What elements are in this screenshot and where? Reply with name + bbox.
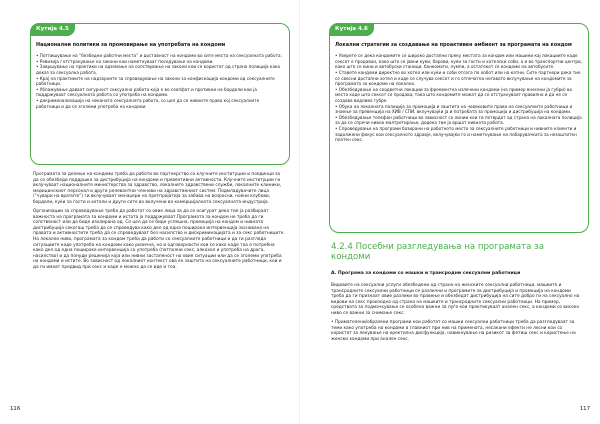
box-4-6	[329, 23, 589, 233]
paragraph: Програмата за делење на кондоми треба да работи во партнерство со клучните институции и поединци за да се обезбеди поддршка за дистрибуција на кондоми и превентивни активности. Клучните институции ги вклучуваат националните министерства за здравство, локалните здравствени служби, локалните клиники, медицинскиот персонал и други релевантни членови на здравствениот систем. Подмладувачите лица (“чувари на вратите”) ги вклучуваат менаџери на претпријатија за забава на возрасни, ноќни клубови, бордели, куќи за гости и хотели и други сите во вклучени во комерцијалната сексуалната индустрија.	[33, 172, 281, 205]
section-subheading: А. Програма за кондоми со машки и трансродни сексуални работници	[331, 271, 521, 276]
box-title: Локални стратегии за создавање на проактивен амбиент за програмата на кондом	[335, 42, 572, 48]
box-bullet: • Потпишување на “безбедни работни места” и доставност на кондоми во сите места на сексуалната работа.	[36, 53, 282, 59]
box-bullet: • Обезбедување на соодветни локации за фреквентна излечени кондоми (на пример внесени ја губри) во места каде што сексот се продава, така што кондомите можат да се отстрануваат правилно и да не се создава видливо губре.	[335, 86, 573, 104]
box-content	[36, 42, 284, 109]
left-body-text	[33, 172, 285, 274]
box-4-5	[30, 23, 290, 165]
box-content	[335, 42, 583, 143]
box-bullet: • Обезбедување телефон работници во зависност со линии кои ги потврдат од страна на локалната полиција за да се спречи нивно малтретирање, додека тие ја вршат нивната работа.	[335, 114, 582, 126]
box-tab-label: Кутија 4.6	[329, 23, 374, 36]
paragraph: • Примателени/образени програми кои работат со машки сексуални работници треба да разгледуваат за теми како употреба на кондоми в главниот при нив на примената, несакани ефекти не лесни кои со користат за лекување на еректилна дисфункција, навикнување на ризикот за фетиш секс и користење на женски кондоми при анален секс.	[331, 320, 576, 342]
box-bullet: • Завршување на практики на одземање на сопствување на закони кои се користат од страна полиција како доказ за сексуална работа.	[36, 64, 281, 76]
paragraph: Организации за спроведување треба да работат со овие лица за да се осигурат дека тие ја разбираат важноста на програмата за кондоми и истата ја поддржуваат.Програмата за кондом не треба да ги сопственост или да биде изолирана од. Со цел да се биде успешна, промоција на кондом и нивната дистрибуција секогаш треба да се спроведува како дел од една поширока интервенција заснована на правата и активностите треба да се спроведуваат без насилство и дискриминацијата и за секс работниците. На локално ниво, програмата за кондом треба да работи со сексуалните работници и да ги разгледа ситуациите каде употреба на кондоми како ризична, но и одговорности кои се како каде таа е потребна како дел од една поширока интервенција со употреба (потполни секс, алкохол и употреба на дрога, насилство) и да понуди решенија која или нивни застапеност на овие ситуации или да се зголеми употреба на кондоми и истите. Во зависност од локалниот контекст ова ќе заштита на сексуалните работници, кои и да ги имаат предвид при секс и каде е можно да се иде и тоа.	[33, 209, 285, 270]
box-bullet: • Ревизија / отстранување на закони кои наметнуваат поседување на кондоми.	[36, 58, 214, 64]
section-heading: 4.2.4 Посебни разгледувања на програмата за кондоми	[331, 242, 545, 263]
box-tab-label: Кутија 4.5	[30, 23, 75, 36]
box-bullet: • Ублажување даваат сигурност сексуална работа која е во сеопфат и противни на бордели кои ја поддржуваат сексуалната работа со употреба на кондоми.	[36, 86, 257, 98]
box-bullet: • Крај на практиките на надзорните за спроведување на закони за конфискација кондоми од сексуалните работници.	[36, 75, 275, 87]
box-bullet: • Спроведување на програми базирани на работното место за сексуалните работници и нивните клиенти и задолжени фокус кои сексуалното здравје, вклучувајќи го и наметнување на побарувачката за незаштитен платен секс.	[335, 126, 577, 143]
box-bullet: • Ставете кондоми директно во хотел или куќи и соби отсега по хобот или на катни. Сите партнери дека тие се свесни достапни хотел и каде се случува сексот и го отпечатеа неговото вклучување на кондомите за програмата за кондоми на локално.	[335, 70, 581, 87]
paragraph: Видовите на сексуални услуги обезбедени од страна на женските сексуални работници, машките и трансродните сексуални работници се различни и програмите за дистрибуција и промоција на кондоми треба да ги признаат овие разлики во правење и обезбедат дистрибуција на сите добро ги на сексуално на видови на секс произодно од страна на машките и трансродните сексуални работници. На пример, средствата за подмачкување се особено важни за луѓе кои практикуваат анален секс, а кондоми со високо ниво се важни за снимање секс.	[331, 283, 580, 316]
page-number: 117	[579, 406, 590, 412]
box-bullet: • Обука на локалната полиција за промоција и заштита на човековите права на сексуалните работници и знаење за превенција на ХИВ / СПИ, вклучувајќи ја и потребата за промоција и дистрибуција на кондоми.	[335, 103, 573, 115]
right-page	[300, 0, 600, 424]
box-bullet: • Уверете се дека кондомите се широко достапни преку местата за кондом или машини кај локациите каде сексот е продаван, како што се јавни куќи, барови, куќи за гости и хотелски соби, а и во транспортни центри, како што се кини и автобуски станици, банкомати, пумпи, а остатокот се кондоми на автобусите.	[335, 53, 583, 70]
box-bullet: • декриминализација на неканата сексуалната работа, со цел да се нивните права кој сексуалните работници и да се зголеми употреба на кондоми	[36, 98, 260, 109]
box-title: Национални политики за промовирање на употребата на кондоми	[36, 42, 226, 48]
right-body-text	[331, 283, 583, 346]
page-number: 116	[10, 406, 21, 412]
